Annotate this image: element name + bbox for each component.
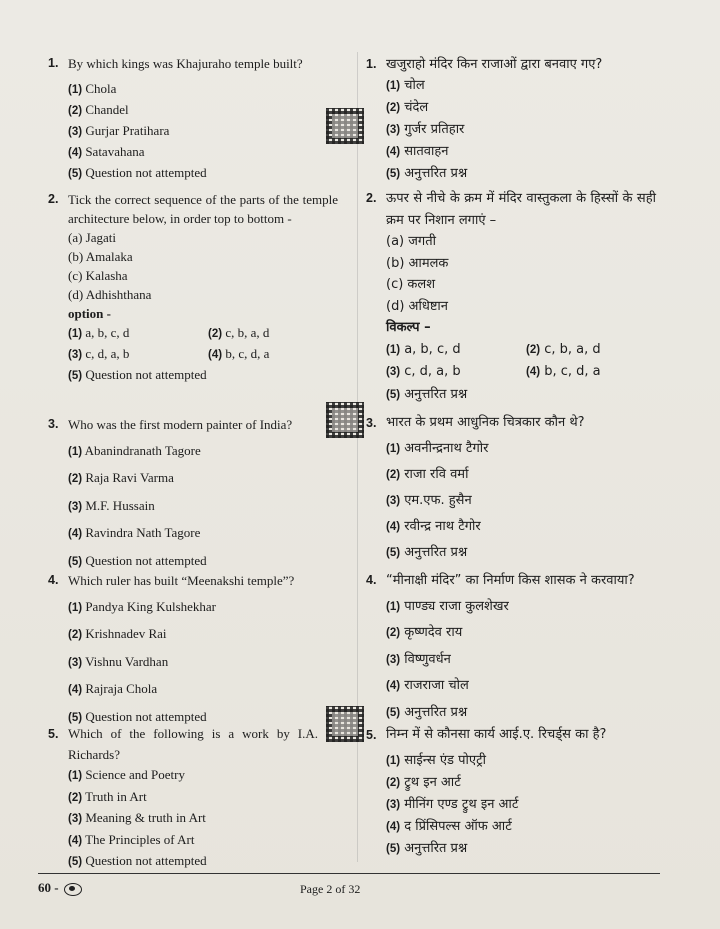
option-label: Vishnu Vardhan: [85, 653, 169, 669]
question-4-en: [48, 568, 338, 731]
option-number: (1): [68, 601, 83, 614]
option[interactable]: [208, 344, 348, 365]
option-number: (5): [386, 706, 401, 719]
option[interactable]: [526, 361, 666, 384]
option-number: (3): [386, 799, 401, 811]
option[interactable]: [386, 488, 656, 514]
option-grid: [386, 339, 656, 384]
question-text: By which kings was Khajuraho temple built?: [68, 56, 303, 71]
question-number: 1.: [366, 57, 377, 71]
option[interactable]: [386, 594, 656, 621]
option-number: (1): [386, 80, 401, 92]
option-grid: [68, 323, 338, 365]
option[interactable]: [68, 493, 338, 521]
option-label: विष्णुवर्धन: [404, 651, 451, 667]
option[interactable]: [68, 142, 338, 163]
option-label: साईन्स एंड पोएट्री: [404, 753, 486, 768]
sequence-item: (a) Jagati: [68, 230, 117, 245]
option-label: रवीन्द्र नाथ टैगोर: [404, 519, 481, 534]
option-label: अनुत्तरित प्रश्न: [404, 166, 468, 181]
option[interactable]: [386, 673, 656, 700]
option-number: (2): [386, 102, 401, 114]
option-heading: विकल्प –: [386, 320, 431, 335]
option-label: सातवाहन: [404, 144, 449, 159]
option-label: चोल: [404, 78, 425, 93]
option[interactable]: [68, 787, 318, 809]
option-label: अनुत्तरित प्रश्न: [404, 841, 468, 856]
question-number: 3.: [48, 417, 59, 431]
option-number: (5): [68, 711, 83, 724]
option-label: द प्रिंसिपल्स ऑफ आर्ट: [404, 819, 512, 834]
option-label: The Principles of Art: [85, 831, 195, 847]
question-1-hi: [366, 54, 656, 185]
option-label: अवनीन्द्रनाथ टैगोर: [404, 441, 489, 456]
option-label: Question not attempted: [85, 367, 207, 382]
paper-code: 60 -: [38, 880, 59, 895]
question-number: 4.: [48, 573, 59, 587]
option-label: Abanindranath Tagore: [84, 442, 201, 458]
question-number: 2.: [366, 191, 377, 205]
question-3-en: [48, 412, 338, 575]
option-number: (2): [68, 105, 83, 117]
question-5-en: [48, 724, 318, 873]
option-label: a, b, c, d: [85, 325, 130, 340]
option-label: c, b, a, d: [544, 341, 601, 357]
sequence-item: (b) आमलक: [386, 255, 449, 271]
option-label: अनुत्तरित प्रश्न: [404, 545, 468, 560]
option-number: (5): [68, 168, 83, 180]
option-number: (2): [68, 473, 83, 485]
option-label: राजा रवि वर्मा: [404, 467, 469, 482]
option-label: Truth in Art: [85, 788, 147, 804]
option[interactable]: [68, 163, 338, 184]
option-number: (5): [386, 168, 401, 180]
option[interactable]: [68, 465, 338, 493]
option-number: (4): [386, 821, 401, 833]
option-number: (1): [386, 343, 401, 356]
option-number: (5): [68, 370, 83, 382]
option[interactable]: [386, 436, 656, 462]
option-number: (4): [526, 366, 541, 378]
option-number: (1): [386, 755, 401, 767]
option[interactable]: [68, 121, 338, 142]
option-number: (2): [386, 469, 401, 481]
option[interactable]: [68, 344, 208, 365]
option-number: (4): [208, 349, 223, 361]
option-number: (3): [386, 366, 401, 378]
option[interactable]: [386, 119, 656, 141]
option[interactable]: [386, 97, 656, 119]
option[interactable]: [68, 438, 338, 466]
option-label: Question not attempted: [85, 552, 207, 568]
question-3-hi: [366, 410, 656, 566]
footer-rule: [38, 873, 660, 874]
option[interactable]: [68, 808, 318, 830]
option[interactable]: [68, 765, 318, 787]
question-text: भारत के प्रथम आधुनिक चित्रकार कौन थे?: [386, 415, 585, 430]
option-number: (1): [386, 600, 401, 613]
option-number: (3): [68, 656, 83, 669]
question-text: “मीनाक्षी मंदिर” का निर्माण किस शासक ने करवाया?: [386, 573, 635, 588]
option[interactable]: [68, 100, 338, 121]
option[interactable]: [386, 141, 656, 163]
option[interactable]: [526, 339, 666, 362]
option-number: (3): [386, 124, 401, 136]
option-label: मीनिंग एण्ड ट्रुथ इन आर्ट: [404, 797, 519, 812]
question-number: 3.: [366, 416, 377, 430]
option-number: (4): [386, 680, 401, 692]
option-label: Question not attempted: [85, 853, 207, 868]
question-2-hi: [366, 188, 656, 406]
option-label: Rajraja Chola: [85, 681, 158, 696]
question-number: 4.: [366, 573, 377, 587]
option-number: (2): [386, 777, 401, 789]
option[interactable]: [208, 323, 348, 344]
option-label: a, b, c, d: [404, 341, 461, 357]
option-label: कृष्णदेव राय: [404, 625, 463, 640]
option[interactable]: [68, 365, 338, 386]
option-number: (3): [68, 126, 83, 138]
option[interactable]: [68, 520, 338, 548]
option-number: (3): [68, 813, 83, 825]
option[interactable]: [386, 540, 656, 566]
question-number: 5.: [48, 727, 59, 741]
page-number: Page 2 of 32: [300, 882, 361, 896]
option-number: (2): [386, 627, 401, 639]
option-label: Ravindra Nath Tagore: [85, 525, 201, 540]
option-label: चंदेल: [404, 100, 429, 115]
sequence-item: (c) कलश: [386, 277, 436, 292]
option-number: (4): [68, 834, 83, 847]
question-5-hi: [366, 724, 656, 860]
option-number: (5): [386, 388, 401, 401]
question-text: Tick the correct sequence of the parts of the temple architecture below, in order top to bottom -: [68, 192, 338, 226]
option-label: अनुत्तरित प्रश्न: [404, 386, 468, 402]
option-number: (4): [386, 146, 401, 158]
option-number: (2): [208, 328, 223, 340]
option[interactable]: [68, 323, 208, 344]
option-number: (1): [68, 328, 83, 340]
option[interactable]: [386, 163, 656, 185]
option-label: Satavahana: [85, 144, 145, 159]
option[interactable]: [68, 676, 338, 704]
option-label: Krishnadev Rai: [85, 626, 167, 641]
option[interactable]: [386, 514, 656, 540]
option-label: c, d, a, b: [404, 364, 461, 379]
option-label: ट्रुथ इन आर्ट: [404, 775, 461, 790]
option-label: एम.एफ. हुसैन: [404, 493, 472, 508]
option-heading: option -: [68, 306, 111, 321]
eye-logo-icon: [64, 883, 82, 896]
option[interactable]: [68, 594, 338, 622]
option-label: c, d, a, b: [85, 346, 130, 361]
option-number: (2): [526, 343, 541, 356]
option-number: (5): [68, 555, 83, 568]
option-label: Pandya King Kulshekhar: [85, 598, 217, 614]
question-text: खजुराहो मंदिर किन राजाओं द्वारा बनवाए गए?: [386, 57, 603, 72]
option-number: (2): [68, 629, 83, 641]
sequence-item: (c) Kalasha: [68, 268, 128, 283]
option[interactable]: [386, 750, 656, 772]
footer-code: [38, 880, 82, 896]
option[interactable]: [68, 649, 338, 677]
question-text: निम्न में से कौनसा कार्य आई.ए. रिचर्ड्स का है?: [386, 727, 607, 742]
option[interactable]: [386, 75, 656, 97]
option-label: c, b, a, d: [225, 325, 270, 340]
sequence-item: (d) Adhishthana: [68, 287, 152, 302]
question-number: 5.: [366, 728, 377, 742]
option-number: (2): [68, 791, 83, 804]
option-label: Chola: [85, 81, 117, 96]
option-label: गुर्जर प्रतिहार: [404, 122, 465, 137]
option[interactable]: [68, 830, 318, 852]
option-label: M.F. Hussain: [85, 497, 155, 513]
option-number: (4): [68, 147, 83, 159]
option-number: (4): [68, 528, 83, 540]
option[interactable]: [386, 772, 656, 794]
option[interactable]: [386, 838, 656, 860]
option-number: (1): [68, 445, 83, 458]
option-number: (5): [386, 547, 401, 559]
option[interactable]: [68, 851, 318, 873]
option-number: (3): [68, 500, 83, 513]
option[interactable]: [386, 462, 656, 488]
question-1-en: [48, 54, 338, 184]
option[interactable]: [386, 620, 656, 647]
sequence-item: (b) Amalaka: [68, 249, 133, 264]
option-number: (3): [386, 653, 401, 666]
option-number: (3): [386, 495, 401, 507]
option[interactable]: [68, 621, 338, 649]
question-text: Which of the following is a work by I.A. Richards?: [68, 726, 318, 762]
option-label: Science and Poetry: [85, 767, 185, 782]
sequence-item: (a) जगती: [386, 234, 436, 249]
option-label: Question not attempted: [85, 708, 207, 724]
question-number: 2.: [48, 192, 59, 206]
question-text: Who was the first modern painter of India?: [68, 417, 293, 432]
option-number: (3): [68, 349, 83, 361]
question-4-hi: [366, 568, 656, 726]
option-label: b, c, d, a: [225, 346, 270, 361]
option[interactable]: [386, 647, 656, 674]
option-label: Question not attempted: [85, 165, 207, 180]
option-number: (1): [68, 770, 83, 782]
option[interactable]: [386, 361, 526, 384]
question-number: 1.: [48, 56, 59, 70]
option-number: (1): [68, 84, 83, 96]
question-2-en: [48, 190, 338, 386]
option[interactable]: [386, 339, 526, 362]
question-text: Which ruler has built “Meenakshi temple”?: [68, 573, 295, 588]
option-number: (1): [386, 443, 401, 455]
option-label: Gurjar Pratihara: [85, 123, 170, 138]
sequence-item: (d) अधिष्टान: [386, 298, 448, 314]
option[interactable]: [386, 384, 656, 407]
option-label: Raja Ravi Varma: [85, 470, 174, 485]
option[interactable]: [386, 700, 656, 727]
option[interactable]: [386, 794, 656, 816]
question-text: ऊपर से नीचे के क्रम में मंदिर वास्तुकला के हिस्सों के सही क्रम पर निशान लगाएं –: [386, 191, 656, 228]
option-number: (4): [68, 684, 83, 696]
option[interactable]: [386, 816, 656, 838]
option-number: (5): [68, 856, 83, 868]
option-label: अनुत्तरित प्रश्न: [404, 704, 468, 720]
option-label: b, c, d, a: [544, 364, 601, 379]
option-number: (5): [386, 843, 401, 855]
option[interactable]: [68, 79, 338, 100]
option-number: (4): [386, 521, 401, 533]
option-label: Chandel: [85, 102, 129, 117]
option-label: Meaning & truth in Art: [85, 810, 206, 825]
option-label: पाण्ड्य राजा कुलशेखर: [404, 598, 509, 614]
option-label: राजराजा चोल: [404, 678, 469, 693]
